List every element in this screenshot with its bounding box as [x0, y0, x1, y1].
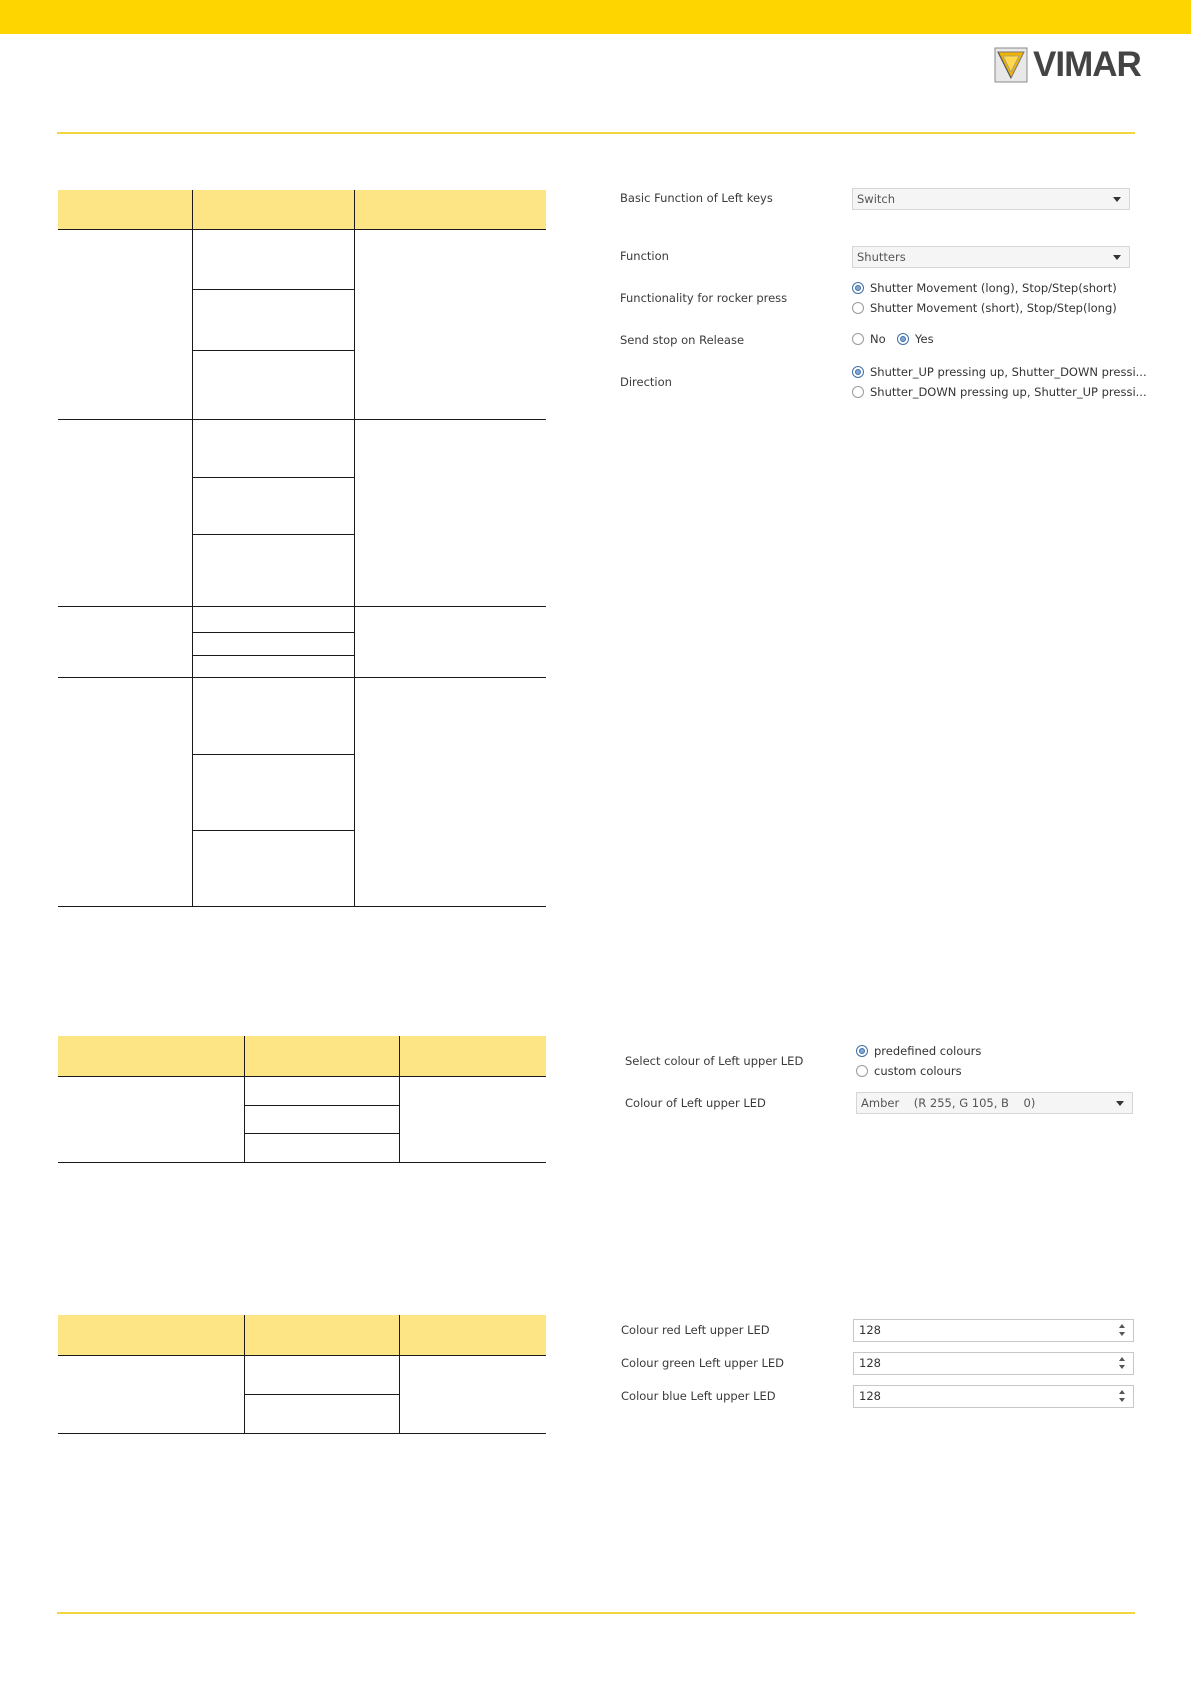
- table-1-header: [58, 190, 546, 229]
- custom-colours-label: custom colours: [874, 1064, 962, 1078]
- table-2-header: [58, 1036, 546, 1076]
- direction-option-2[interactable]: [852, 385, 1147, 399]
- basic-function-value: Switch: [857, 192, 896, 206]
- colour-blue-stepper[interactable]: [853, 1385, 1134, 1408]
- colour-led-value: Amber (R 255, G 105, B 0): [861, 1096, 1036, 1110]
- send-stop-no-label: No: [870, 332, 886, 346]
- chevron-down-icon: [1113, 255, 1121, 260]
- send-stop-label: Send stop on Release: [620, 333, 745, 347]
- predefined-colours-label: predefined colours: [874, 1044, 982, 1058]
- function-value: Shutters: [857, 250, 906, 264]
- function-dropdown[interactable]: [852, 246, 1130, 268]
- radio-unselected-icon: [856, 1065, 868, 1077]
- radio-selected-icon: [856, 1045, 868, 1057]
- radio-selected-icon: [852, 282, 864, 294]
- colour-blue-label: Colour blue Left upper LED: [621, 1389, 776, 1403]
- function-label: Function: [620, 249, 669, 263]
- colour-led-label: Colour of Left upper LED: [625, 1096, 766, 1110]
- colour-green-stepper[interactable]: [853, 1352, 1134, 1375]
- rocker-option-1[interactable]: [852, 281, 1117, 295]
- colour-led-dropdown[interactable]: [856, 1092, 1133, 1114]
- radio-unselected-icon: [852, 386, 864, 398]
- vimar-logo: [994, 46, 1141, 84]
- colour-green-value: 128: [859, 1356, 881, 1370]
- vimar-logo-text: VIMAR: [1033, 45, 1141, 84]
- spin-arrows-icon[interactable]: [1119, 1356, 1127, 1371]
- spin-arrows-icon[interactable]: [1119, 1389, 1127, 1404]
- top-brand-bar: [0, 0, 1191, 34]
- header-divider: [57, 132, 1135, 134]
- direction-label: Direction: [620, 375, 672, 389]
- colour-green-label: Colour green Left upper LED: [621, 1356, 785, 1370]
- colour-red-stepper[interactable]: [853, 1319, 1134, 1342]
- colour-red-value: 128: [859, 1323, 881, 1337]
- vimar-shield-icon: [994, 47, 1028, 83]
- chevron-down-icon: [1113, 197, 1121, 202]
- rocker-option-2[interactable]: [852, 301, 1117, 315]
- table-3-header: [58, 1315, 546, 1355]
- radio-selected-icon: [897, 333, 909, 345]
- send-stop-no[interactable]: [852, 332, 886, 346]
- send-stop-yes[interactable]: [897, 332, 934, 346]
- colour-blue-value: 128: [859, 1389, 881, 1403]
- radio-unselected-icon: [852, 333, 864, 345]
- rocker-press-label: Functionality for rocker press: [620, 291, 788, 305]
- direction-option-1-label: Shutter_UP pressing up, Shutter_DOWN pressi...: [870, 365, 1147, 379]
- radio-selected-icon: [852, 366, 864, 378]
- footer-divider: [57, 1612, 1135, 1614]
- chevron-down-icon: [1116, 1101, 1124, 1106]
- radio-unselected-icon: [852, 302, 864, 314]
- spin-arrows-icon[interactable]: [1119, 1323, 1127, 1338]
- rocker-option-1-label: Shutter Movement (long), Stop/Step(short): [870, 281, 1117, 295]
- predefined-colours-option[interactable]: [856, 1044, 981, 1058]
- direction-option-2-label: Shutter_DOWN pressing up, Shutter_UP pressi...: [870, 385, 1147, 399]
- send-stop-yes-label: Yes: [915, 332, 934, 346]
- basic-function-label: Basic Function of Left keys: [620, 191, 773, 205]
- rocker-option-2-label: Shutter Movement (short), Stop/Step(long): [870, 301, 1117, 315]
- select-colour-label: Select colour of Left upper LED: [625, 1054, 804, 1068]
- custom-colours-option[interactable]: [856, 1064, 962, 1078]
- direction-option-1[interactable]: [852, 365, 1147, 379]
- colour-red-label: Colour red Left upper LED: [621, 1323, 770, 1337]
- basic-function-dropdown[interactable]: [852, 188, 1130, 210]
